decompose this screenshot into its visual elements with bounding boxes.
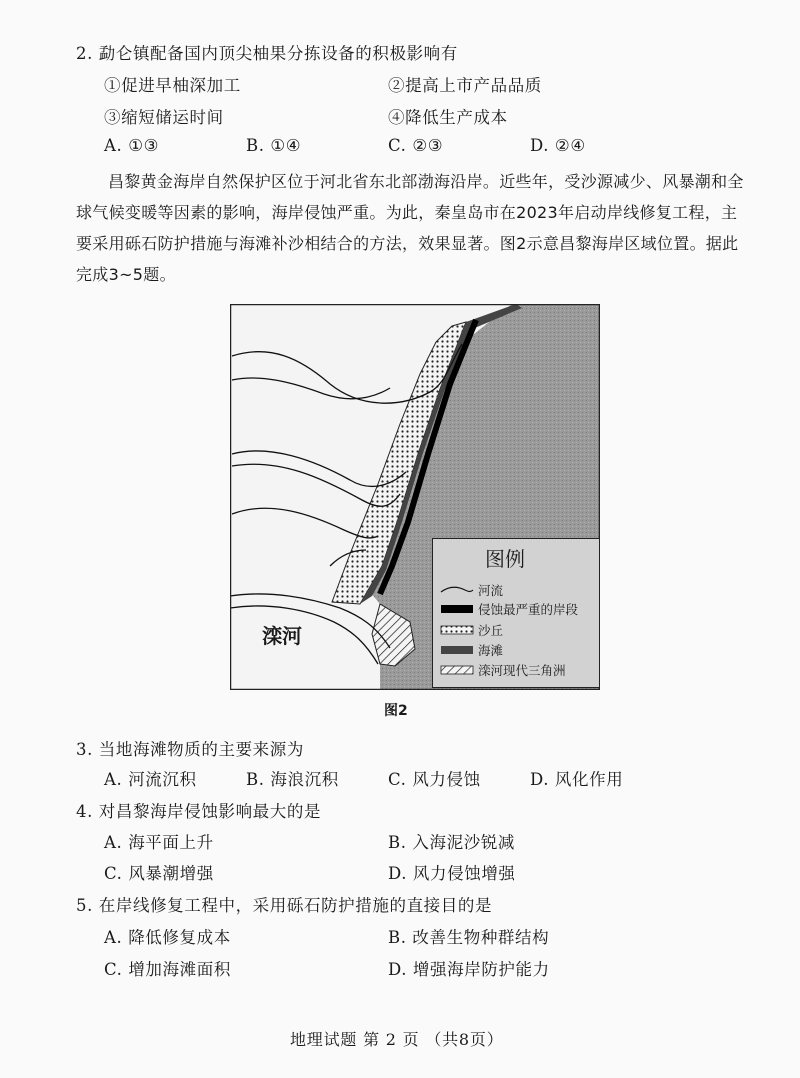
q2-stem: 2. 勐仑镇配备国内顶尖柚果分拣设备的积极影响有: [76, 44, 458, 63]
legend-title: 图例: [485, 547, 525, 571]
legend-text-beach: 海滩: [478, 643, 504, 658]
legend-row-river: [439, 583, 503, 597]
map-legend: [432, 538, 600, 688]
river-symbol-icon: [439, 584, 475, 596]
q5-option-c[interactable]: C. 增加海滩面积: [104, 960, 231, 979]
q3-option-a[interactable]: A. 河流沉积: [104, 770, 197, 789]
q2-option-b[interactable]: B. ①④: [246, 136, 302, 155]
q3-option-c[interactable]: C. 风力侵蚀: [388, 770, 481, 789]
q5-option-b[interactable]: B. 改善生物种群结构: [388, 928, 550, 947]
legend-text-delta: 滦河现代三角洲: [478, 663, 566, 678]
q2-statement-4: ④降低生产成本: [388, 108, 508, 127]
eroded-coast-symbol-icon: [439, 603, 475, 615]
q2-statement-2: ②提高上市产品品质: [388, 76, 542, 95]
q5-option-a[interactable]: A. 降低修复成本: [104, 928, 231, 947]
q2-option-a[interactable]: A. ①③: [104, 136, 159, 155]
q2-option-c[interactable]: C. ②③: [388, 136, 444, 155]
dune-symbol-icon: [439, 624, 475, 636]
q3-option-b[interactable]: B. 海浪沉积: [246, 770, 339, 789]
q2-statement-1: ①促进早柚深加工: [104, 76, 241, 95]
legend-row-delta: [439, 663, 566, 677]
legend-text-eroded-coast: 侵蚀最严重的岸段: [478, 602, 579, 617]
q5-stem: 5. 在岸线修复工程中，采用砾石防护措施的直接目的是: [76, 896, 493, 915]
legend-text-river: 河流: [478, 583, 504, 598]
legend-row-beach: [439, 643, 503, 657]
q4-option-d[interactable]: D. 风力侵蚀增强: [388, 864, 516, 883]
q3-stem: 3. 当地海滩物质的主要来源为: [76, 740, 304, 759]
figure-caption: 图2: [384, 703, 408, 719]
passage: 昌黎黄金海岸自然保护区位于河北省东北部渤海沿岸。近些年，受沙源减少、风暴潮和全球气候变暖等因素的影响，海岸侵蚀严重。为此，秦皇岛市在2023年启动岸线修复工程，主要采用砾石防护措施与海滩补沙相结合的方法，效果显著。图2示意昌黎海岸区域位置。据此完成3~5题。: [76, 172, 744, 284]
q2-statement-3: ③缩短储运时间: [104, 108, 224, 127]
page-footer: 地理试题 第 2 页 （共8页）: [290, 1030, 504, 1049]
q2-option-d[interactable]: D. ②④: [530, 136, 586, 155]
luan-river-label: 滦河: [262, 624, 302, 648]
q3-option-d[interactable]: D. 风化作用: [530, 770, 624, 789]
figure-2-map: [230, 304, 600, 690]
q4-stem: 4. 对昌黎海岸侵蚀影响最大的是: [76, 802, 322, 821]
delta-symbol-icon: [439, 664, 475, 676]
q5-option-d[interactable]: D. 增强海岸防护能力: [388, 960, 550, 979]
legend-row-eroded-coast: [439, 602, 578, 616]
legend-row-dune: [439, 623, 503, 637]
q4-option-a[interactable]: A. 海平面上升: [104, 833, 214, 852]
q4-option-b[interactable]: B. 入海泥沙锐减: [388, 833, 516, 852]
legend-text-dune: 沙丘: [478, 623, 504, 638]
beach-symbol-icon: [439, 644, 475, 656]
q4-option-c[interactable]: C. 风暴潮增强: [104, 864, 214, 883]
